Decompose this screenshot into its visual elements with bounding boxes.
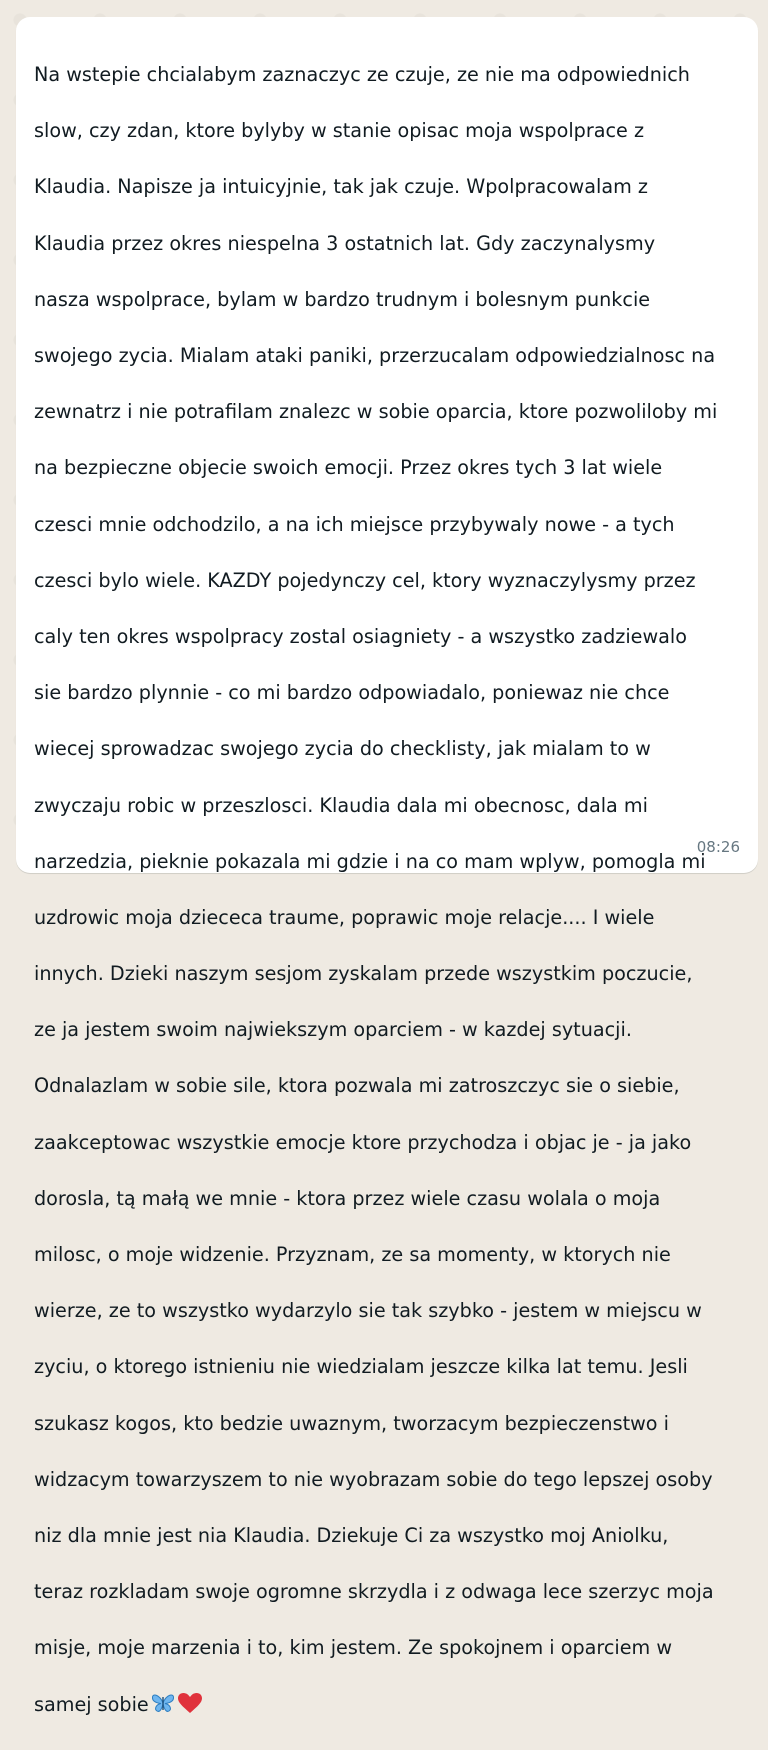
message-line: Odnalazlam w sobie sile, ktora pozwala mi zatroszczyc sie o siebie, xyxy=(34,1074,680,1098)
message-line: zyciu, o ktorego istnieniu nie wiedzialam jeszcze kilka lat temu. Jesli xyxy=(34,1355,688,1379)
message-text xyxy=(34,33,740,1750)
message-line: slow, czy zdan, ktore bylyby w stanie opisac moja wspolprace z xyxy=(34,119,645,143)
butterfly-icon xyxy=(151,1692,175,1722)
message-line: Klaudia. Napisze ja intuicyjnie, tak jak czuje. Wpolpracowalam z xyxy=(34,175,648,199)
red-heart-icon xyxy=(177,1692,203,1722)
message-line: narzedzia, pieknie pokazala mi gdzie i na co mam wplyw, pomogla mi xyxy=(34,849,706,873)
message-line: misje, moje marzenia i to, kim jestem. Ze spokojnem i oparciem w xyxy=(34,1636,673,1660)
message-line: zewnatrz i nie potrafilam znalezc w sobie oparcia, ktore pozwoliloby mi xyxy=(34,400,718,424)
message-line: zwyczaju robic w przeszlosci. Klaudia dala mi obecnosc, dala mi xyxy=(34,793,648,817)
message-line: Na wstepie chcialabym zaznaczyc ze czuje, ze nie ma odpowiednich xyxy=(34,63,690,87)
message-line: zaakceptowac wszystkie emocje ktore przychodza i objac je - ja jako xyxy=(34,1130,692,1154)
message-line: Klaudia przez okres niespelna 3 ostatnich lat. Gdy zaczynalysmy xyxy=(34,231,656,255)
message-line: wierze, ze to wszystko wydarzylo sie tak szybko - jestem w miejscu w xyxy=(34,1299,702,1323)
message-line: na bezpieczne objecie swoich emocji. Przez okres tych 3 lat wiele xyxy=(34,456,663,480)
message-line: caly ten okres wspolpracy zostal osiagniety - a wszystko zadziewalo xyxy=(34,624,687,648)
message-line-last xyxy=(34,1691,740,1722)
message-line: uzdrowic moja dziececa traume, poprawic moje relacje.... I wiele xyxy=(34,905,655,929)
message-line: czesci bylo wiele. KAZDY pojedynczy cel, ktory wyznaczylysmy przez xyxy=(34,568,696,592)
message-line-text: samej sobie xyxy=(34,1692,149,1716)
message-timestamp: 08:26 xyxy=(696,838,740,856)
message-line: ze ja jestem swoim najwiekszym oparciem - w kazdej sytuacji. xyxy=(34,1018,632,1042)
message-line: innych. Dzieki naszym sesjom zyskalam przede wszystkim poczucie, xyxy=(34,962,693,986)
message-line: dorosla, tą małą we mnie - ktora przez wiele czasu wolala o moja xyxy=(34,1186,661,1210)
message-line: nasza wspolprace, bylam w bardzo trudnym i bolesnym punkcie xyxy=(34,287,651,311)
message-line: teraz rozkladam swoje ogromne skrzydla i z odwaga lece szerzyc moja xyxy=(34,1580,714,1604)
message-line: szukasz kogos, kto bedzie uwaznym, tworzacym bezpieczenstwo i xyxy=(34,1411,669,1435)
message-line: sie bardzo plynnie - co mi bardzo odpowiadalo, poniewaz nie chce xyxy=(34,681,670,705)
message-line: wiecej sprowadzac swojego zycia do checklisty, jak mialam to w xyxy=(34,737,651,761)
message-line: milosc, o moje widzenie. Przyznam, ze sa momenty, w ktorych nie xyxy=(34,1243,671,1267)
message-bubble[interactable] xyxy=(16,17,758,1716)
message-line: czesci mnie odchodzilo, a na ich miejsce przybywaly nowe - a tych xyxy=(34,512,675,536)
message-line: widzacym towarzyszem to nie wyobrazam sobie do tego lepszej osoby xyxy=(34,1467,713,1491)
message-line: swojego zycia. Mialam ataki paniki, przerzucalam odpowiedzialnosc na xyxy=(34,344,716,368)
message-line: niz dla mnie jest nia Klaudia. Dziekuje Ci za wszystko moj Aniolku, xyxy=(34,1523,669,1547)
